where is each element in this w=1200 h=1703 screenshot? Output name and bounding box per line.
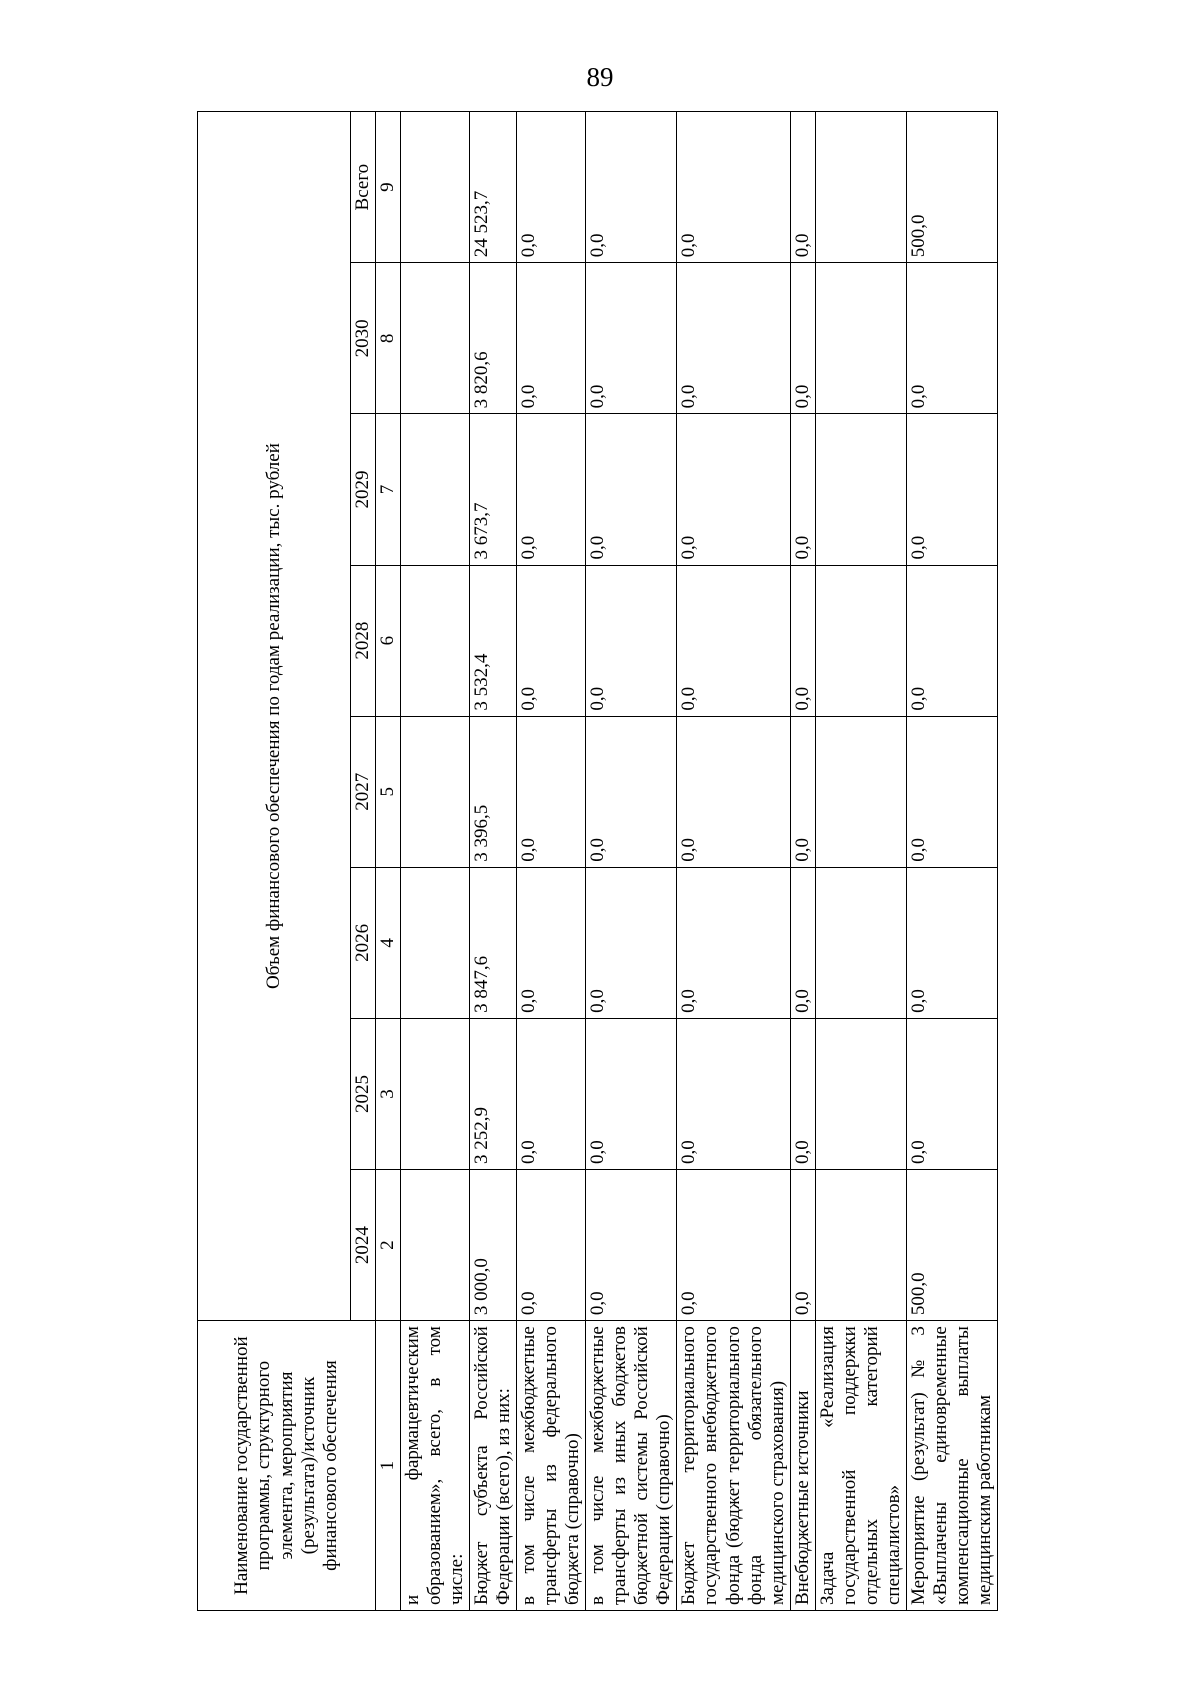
row-value: 0,0	[586, 263, 677, 414]
row-value: 0,0	[906, 263, 997, 414]
row-value	[401, 414, 470, 565]
page-number: 89	[586, 62, 614, 92]
row-value: 0,0	[677, 716, 790, 867]
row-value: 0,0	[517, 716, 586, 867]
column-number: 5	[376, 716, 401, 867]
row-value: 0,0	[677, 1170, 790, 1321]
table-body	[401, 112, 998, 1611]
row-value: 0,0	[517, 263, 586, 414]
row-value	[401, 1018, 470, 1169]
header-total: Всего	[351, 112, 376, 263]
row-value: 3 673,7	[470, 414, 517, 565]
row-name: Мероприятие (результат) № 3 «Выплачены единовременные компенсационные выплаты медицинским работникам	[906, 1321, 997, 1611]
header-name-column: Наименование государственной программы, структурного элемента, мероприятия (результата)/источник финансового обеспечения	[198, 1321, 376, 1611]
column-number: 6	[376, 565, 401, 716]
row-value: 3 820,6	[470, 263, 517, 414]
row-value: 0,0	[677, 1018, 790, 1169]
row-value: 0,0	[586, 414, 677, 565]
row-value: 0,0	[790, 1018, 815, 1169]
row-value: 0,0	[906, 867, 997, 1018]
column-number: 8	[376, 263, 401, 414]
row-value: 0,0	[790, 1170, 815, 1321]
row-name: Бюджет территориального государственного внебюджетного фонда (бюджет территориального фонда обязательного медицинского страхования)	[677, 1321, 790, 1611]
row-value	[815, 263, 906, 414]
header-year: 2029	[351, 414, 376, 565]
row-value: 0,0	[586, 1018, 677, 1169]
row-name: Задача «Реализация государственной поддержки отдельных категорий специалистов»	[815, 1321, 906, 1611]
rotated-table-container	[197, 111, 1067, 1611]
row-name: Внебюджетные источники	[790, 1321, 815, 1611]
row-value: 0,0	[586, 565, 677, 716]
header-volume: Объем финансового обеспечения по годам реализации, тыс. рублей	[198, 112, 351, 1321]
row-value: 0,0	[517, 867, 586, 1018]
row-value: 0,0	[906, 1018, 997, 1169]
header-year: 2024	[351, 1170, 376, 1321]
row-value: 0,0	[586, 1170, 677, 1321]
table-row	[815, 112, 906, 1611]
row-name: в том числе межбюджетные трансферты из федерального бюджета (справочно)	[517, 1321, 586, 1611]
row-value	[815, 867, 906, 1018]
row-value: 3 532,4	[470, 565, 517, 716]
row-value: 0,0	[906, 414, 997, 565]
header-year: 2026	[351, 867, 376, 1018]
row-value	[815, 1170, 906, 1321]
row-value: 0,0	[906, 716, 997, 867]
row-value	[401, 1170, 470, 1321]
row-value: 0,0	[517, 565, 586, 716]
row-value: 0,0	[677, 565, 790, 716]
table-row	[586, 112, 677, 1611]
row-value: 0,0	[586, 867, 677, 1018]
row-value: 0,0	[677, 414, 790, 565]
table-row	[401, 112, 470, 1611]
row-name: и фармацевтическим образованием», всего, в том числе:	[401, 1321, 470, 1611]
row-value: 500,0	[906, 1170, 997, 1321]
row-value: 3 847,6	[470, 867, 517, 1018]
row-value: 0,0	[790, 565, 815, 716]
row-value: 0,0	[677, 263, 790, 414]
header-year: 2027	[351, 716, 376, 867]
row-value: 3 252,9	[470, 1018, 517, 1169]
row-name: в том числе межбюджетные трансферты из иных бюджетов бюджетной системы Российской Федерации (справочно)	[586, 1321, 677, 1611]
row-value: 0,0	[790, 263, 815, 414]
column-number: 4	[376, 867, 401, 1018]
column-number: 2	[376, 1170, 401, 1321]
row-value: 0,0	[790, 867, 815, 1018]
row-value: 3 396,5	[470, 716, 517, 867]
column-number: 3	[376, 1018, 401, 1169]
row-value	[401, 716, 470, 867]
row-value: 0,0	[906, 565, 997, 716]
row-value: 0,0	[517, 112, 586, 263]
row-value: 0,0	[790, 112, 815, 263]
header-year: 2028	[351, 565, 376, 716]
row-value: 0,0	[517, 1170, 586, 1321]
row-value	[815, 1018, 906, 1169]
column-number: 7	[376, 414, 401, 565]
table-row	[470, 112, 517, 1611]
row-value	[815, 414, 906, 565]
row-value: 0,0	[586, 716, 677, 867]
table-row	[906, 112, 997, 1611]
row-value: 24 523,7	[470, 112, 517, 263]
row-value: 0,0	[790, 716, 815, 867]
row-value: 0,0	[677, 112, 790, 263]
column-number: 9	[376, 112, 401, 263]
table-row	[517, 112, 586, 1611]
row-value: 500,0	[906, 112, 997, 263]
row-name: Бюджет субъекта Российской Федерации (всего), из них:	[470, 1321, 517, 1611]
row-value: 0,0	[586, 112, 677, 263]
row-value	[815, 716, 906, 867]
row-value: 0,0	[677, 867, 790, 1018]
row-value	[401, 565, 470, 716]
row-value: 0,0	[517, 414, 586, 565]
table-row	[790, 112, 815, 1611]
row-value: 0,0	[517, 1018, 586, 1169]
header-year: 2025	[351, 1018, 376, 1169]
row-value: 3 000,0	[470, 1170, 517, 1321]
row-value	[401, 112, 470, 263]
header-year: 2030	[351, 263, 376, 414]
financing-table	[197, 111, 998, 1611]
row-value	[815, 565, 906, 716]
table-row	[677, 112, 790, 1611]
row-value	[401, 263, 470, 414]
row-value	[401, 867, 470, 1018]
row-value	[815, 112, 906, 263]
row-value: 0,0	[790, 414, 815, 565]
column-number: 1	[376, 1321, 401, 1611]
